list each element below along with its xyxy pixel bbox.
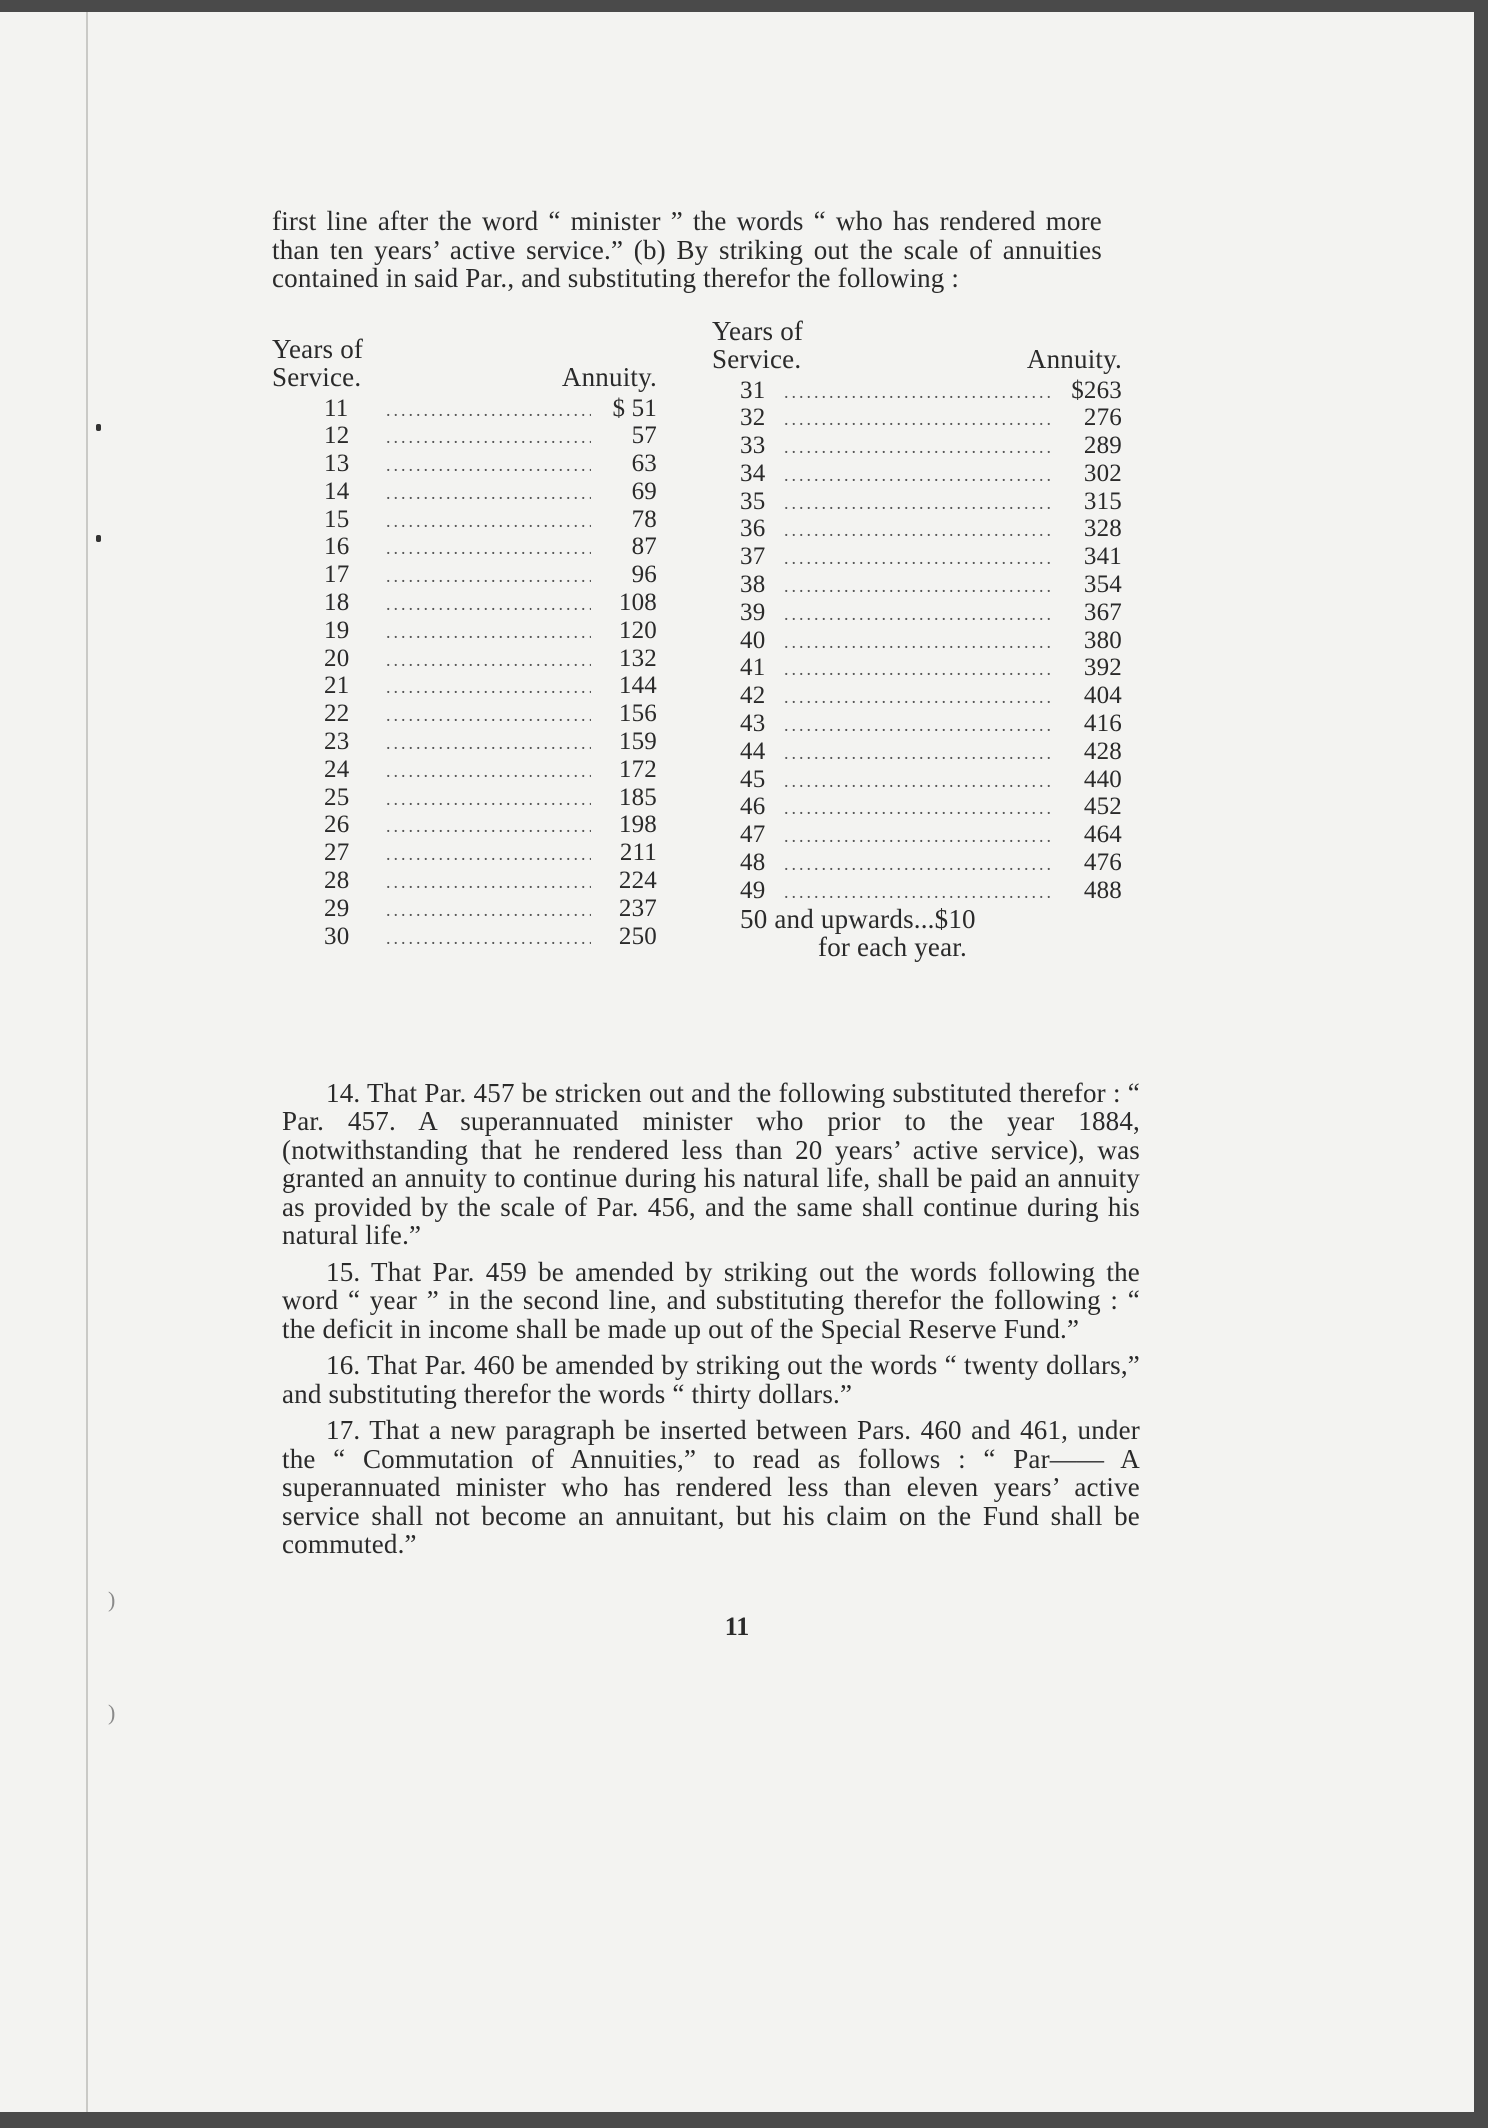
- row-years: 33: [740, 432, 766, 460]
- row-annuity: 57: [631, 422, 657, 450]
- page-number: 11: [724, 1612, 750, 1641]
- dot-leader: [386, 868, 591, 897]
- row-annuity: 380: [1083, 626, 1122, 654]
- table-row: [712, 849, 1122, 877]
- table-row: [272, 784, 657, 812]
- row-annuity: 354: [1083, 571, 1122, 599]
- row-years: 26: [324, 811, 350, 839]
- table-row: [712, 432, 1122, 460]
- dot-leader: [386, 729, 591, 758]
- row-annuity: 198: [618, 811, 657, 839]
- row-years: 40: [740, 626, 766, 654]
- row-annuity: 185: [618, 783, 657, 811]
- dot-leader: [386, 534, 591, 563]
- table-row: [272, 728, 657, 756]
- row-annuity: 302: [1083, 459, 1122, 487]
- row-years: 42: [740, 682, 766, 710]
- row-years: 15: [324, 505, 350, 533]
- table-row: [272, 645, 657, 673]
- table-row: [272, 923, 657, 951]
- dot-leader: [386, 757, 591, 786]
- table-row: [712, 543, 1122, 571]
- paragraph-text: 15. That Par. 459 be amended by striking out the words following the word “ year ” in the second line, and substituting therefor the following : “ the deficit in income shall be made up out of the Special Reserve Fund.”: [282, 1256, 1140, 1344]
- row-years: 29: [324, 894, 350, 922]
- table-row: [712, 515, 1122, 543]
- row-annuity: 63: [631, 450, 657, 478]
- dot-leader: [784, 767, 1054, 796]
- dot-leader: [386, 896, 591, 925]
- table-row: [272, 839, 657, 867]
- row-years: 14: [324, 477, 350, 505]
- table-row: [272, 867, 657, 895]
- margin-mark: [96, 424, 101, 431]
- dot-leader: [386, 479, 591, 508]
- dot-leader: [784, 628, 1054, 657]
- table-row: [712, 738, 1122, 766]
- row-years: 38: [740, 571, 766, 599]
- margin-mark: ): [108, 1587, 116, 1612]
- paragraph-text: 14. That Par. 457 be stricken out and the following substituted therefor : “ Par. 457. A superannuated minister who prior to the year 1884, (notwithstanding that he rendered less than 20 years’ active service), was granted an annuity to continue during his natural life, shall be paid an annuity as provided by the scale of Par. 456, and the same shall continue during his natural life.”: [282, 1077, 1140, 1250]
- row-years: 30: [324, 922, 350, 950]
- table-row: [272, 561, 657, 589]
- table-row: [272, 395, 657, 423]
- table-row: [712, 627, 1122, 655]
- row-annuity: 159: [618, 728, 657, 756]
- row-annuity: 488: [1083, 876, 1122, 904]
- table-row: [272, 506, 657, 534]
- row-annuity: 328: [1083, 515, 1122, 543]
- table-row: [272, 450, 657, 478]
- row-annuity: 237: [618, 894, 657, 922]
- table-row: [272, 700, 657, 728]
- dot-leader: [784, 878, 1054, 907]
- row-annuity: 224: [618, 867, 657, 895]
- dot-leader: [784, 711, 1054, 740]
- years-of-service-header: Years of Service.: [272, 333, 364, 392]
- row-annuity: 276: [1083, 404, 1122, 432]
- paragraph-text: 17. That a new paragraph be inserted between Pars. 460 and 461, under the “ Commutation of Annuities,” to read as follows : “ Par—— A superannuated minister who has rendered less than eleven years’ active service shall not become an annuitant, but his claim on the Fund shall be commuted.”: [282, 1415, 1140, 1559]
- paragraph-14: [282, 1079, 1140, 1250]
- dot-leader: [386, 840, 591, 869]
- row-annuity: 341: [1083, 543, 1122, 571]
- row-annuity: 120: [618, 616, 657, 644]
- row-annuity: 315: [1083, 487, 1122, 515]
- dot-leader: [386, 451, 591, 480]
- dot-leader: [386, 924, 591, 953]
- table-row: [272, 672, 657, 700]
- row-years: 41: [740, 654, 766, 682]
- dot-leader: [784, 433, 1054, 462]
- table-row: [272, 422, 657, 450]
- row-annuity: 172: [618, 755, 657, 783]
- dot-leader: [386, 673, 591, 702]
- paragraph-16: [282, 1351, 1140, 1408]
- row-annuity: 96: [631, 561, 657, 589]
- row-years: 35: [740, 487, 766, 515]
- paragraph-text: 16. That Par. 460 be amended by striking out the words “ twenty dollars,” and substituting therefor the words “ thirty dollars.”: [282, 1350, 1140, 1409]
- table-row: [272, 533, 657, 561]
- table-row-last: [740, 905, 1122, 961]
- row-years: 36: [740, 515, 766, 543]
- row-years: 23: [324, 728, 350, 756]
- page-fold-line: [86, 12, 88, 2112]
- row-years: 49: [740, 876, 766, 904]
- dot-leader: [386, 646, 591, 675]
- row-annuity: 392: [1083, 654, 1122, 682]
- dot-leader: [386, 396, 591, 425]
- dot-leader: [784, 516, 1054, 545]
- intro-paragraph: first line after the word “ minister ” the words “ who has rendered more than ten years’ active service.” (b) By striking out the scale of annuities contained in said Par., and substituting therefor the following :: [272, 206, 1102, 293]
- dot-leader: [784, 683, 1054, 712]
- row-annuity: $263: [1071, 376, 1122, 404]
- row-annuity: 464: [1083, 821, 1122, 849]
- row-years: 20: [324, 644, 350, 672]
- row-years: 21: [324, 672, 350, 700]
- table-row: [712, 877, 1122, 905]
- row-years: 31: [740, 376, 766, 404]
- annuity-table-left-column: [272, 335, 657, 951]
- dot-leader: [386, 507, 591, 536]
- document-page: [0, 12, 1474, 2112]
- table-row: [712, 404, 1122, 432]
- row-years: 11: [324, 394, 349, 422]
- row-annuity: 132: [618, 644, 657, 672]
- row-years: 46: [740, 793, 766, 821]
- row-years: 32: [740, 404, 766, 432]
- annuity-table: [272, 315, 1134, 1035]
- annuity-header: Annuity.: [1026, 343, 1122, 374]
- annuity-table-right-column: [712, 317, 1122, 961]
- row-annuity: 289: [1083, 432, 1122, 460]
- row-years: 37: [740, 543, 766, 571]
- paragraph-15: [282, 1258, 1140, 1344]
- dot-leader: [784, 461, 1054, 490]
- right-rows: [712, 377, 1122, 905]
- table-row: [712, 710, 1122, 738]
- dot-leader: [386, 812, 591, 841]
- left-rows: [272, 395, 657, 951]
- row-years: 24: [324, 755, 350, 783]
- left-column-header: [272, 335, 657, 393]
- table-row: [272, 478, 657, 506]
- row-annuity: 144: [618, 672, 657, 700]
- row-years: 19: [324, 616, 350, 644]
- table-row: [712, 460, 1122, 488]
- table-row: [712, 599, 1122, 627]
- table-row: [272, 617, 657, 645]
- row-years: 25: [324, 783, 350, 811]
- row-annuity: 156: [618, 700, 657, 728]
- dot-leader: [386, 785, 591, 814]
- amendments-section: [282, 1079, 1140, 1559]
- dot-leader: [386, 618, 591, 647]
- row-annuity: 440: [1083, 765, 1122, 793]
- table-row: [712, 654, 1122, 682]
- table-row: [712, 793, 1122, 821]
- dot-leader: [386, 701, 591, 730]
- row-annuity: 428: [1083, 737, 1122, 765]
- row-years: 27: [324, 839, 350, 867]
- row-annuity: 211: [619, 839, 657, 867]
- years-of-service-header: Years of Service.: [712, 315, 804, 374]
- dot-leader: [784, 544, 1054, 573]
- row-text: and upwards...$10: [774, 903, 976, 934]
- annuity-header: Annuity.: [561, 361, 657, 392]
- dot-leader: [784, 405, 1054, 434]
- row-annuity: 367: [1083, 598, 1122, 626]
- row-years: 45: [740, 765, 766, 793]
- dot-leader: [784, 600, 1054, 629]
- row-annuity: 404: [1083, 682, 1122, 710]
- dot-leader: [784, 572, 1054, 601]
- row-annuity: 108: [618, 589, 657, 617]
- margin-mark: ): [108, 1700, 116, 1725]
- dot-leader: [784, 739, 1054, 768]
- table-row: [272, 895, 657, 923]
- table-row: [272, 589, 657, 617]
- row-annuity: 250: [618, 922, 657, 950]
- row-annuity: 69: [631, 477, 657, 505]
- page-content: [272, 206, 1140, 1567]
- row-years: 48: [740, 849, 766, 877]
- dot-leader: [784, 822, 1054, 851]
- dot-leader: [784, 378, 1054, 407]
- table-row: [712, 821, 1122, 849]
- row-annuity: 452: [1083, 793, 1122, 821]
- row-years: 17: [324, 561, 350, 589]
- row-years: 28: [324, 867, 350, 895]
- row-annuity: 416: [1083, 710, 1122, 738]
- dot-leader: [784, 850, 1054, 879]
- row-annuity: 476: [1083, 849, 1122, 877]
- row-annuity: $ 51: [612, 394, 657, 422]
- row-years: 43: [740, 710, 766, 738]
- table-row: [712, 571, 1122, 599]
- row-years: 34: [740, 459, 766, 487]
- row-years: 16: [324, 533, 350, 561]
- right-column-header: [712, 317, 1122, 375]
- margin-mark: [96, 535, 101, 542]
- row-text-continued: for each year.: [818, 931, 967, 962]
- paragraph-17: [282, 1416, 1140, 1559]
- dot-leader: [386, 590, 591, 619]
- row-years: 39: [740, 598, 766, 626]
- row-years: 13: [324, 450, 350, 478]
- table-row: [272, 756, 657, 784]
- dot-leader: [386, 423, 591, 452]
- dot-leader: [386, 562, 591, 591]
- row-annuity: 78: [631, 505, 657, 533]
- row-years: 12: [324, 422, 350, 450]
- dot-leader: [784, 794, 1054, 823]
- table-row: [712, 488, 1122, 516]
- table-row: [712, 377, 1122, 405]
- row-annuity: 87: [631, 533, 657, 561]
- table-row: [272, 811, 657, 839]
- row-years: 47: [740, 821, 766, 849]
- row-years: 22: [324, 700, 350, 728]
- dot-leader: [784, 655, 1054, 684]
- row-years: 44: [740, 737, 766, 765]
- table-row: [712, 682, 1122, 710]
- row-years: 18: [324, 589, 350, 617]
- dot-leader: [784, 489, 1054, 518]
- table-row: [712, 766, 1122, 794]
- row-years: 50: [740, 903, 768, 934]
